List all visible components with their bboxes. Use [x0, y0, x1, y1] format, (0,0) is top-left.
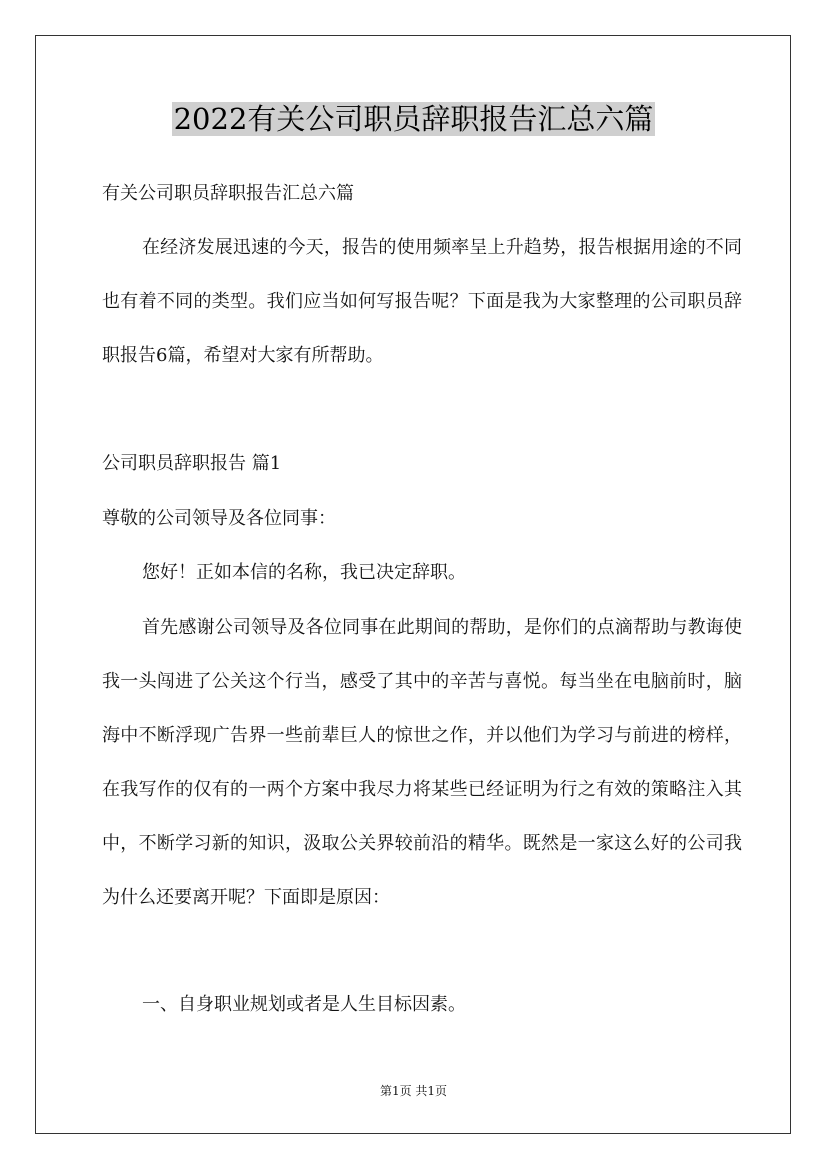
greeting-paragraph: 您好！正如本信的名称，我已决定辞职。 [142, 562, 466, 583]
body-paragraph: 首先感谢公司领导及各位同事在此期间的帮助，是你们的点滴帮助与教诲使我一头闯进了公关这个行当，感受了其中的辛苦与喜悦。每当坐在电脑前时，脑海中不断浮现广告界一些前辈巨人的惊世之作，并以他们为学习与前进的榜样，在我写作的仅有的一两个方案中我尽力将某些已经证明为行之有效的策略注入其中，不断学习新的知识，汲取公关界较前沿的精华。既然是一家这么好的公司我为什么还要离开呢？下面即是原因： [102, 617, 742, 908]
intro-paragraph: 在经济发展迅速的今天，报告的使用频率呈上升趋势，报告根据用途的不同也有着不同的类型。我们应当如何写报告呢？下面是我为大家整理的公司职员辞职报告6篇，希望对大家有所帮助。 [102, 237, 742, 366]
document-title-text: 2022有关公司职员辞职报告汇总六篇 [173, 102, 654, 136]
section-heading: 公司职员辞职报告 篇1 [102, 453, 282, 474]
document-subtitle: 有关公司职员辞职报告汇总六篇 [102, 183, 354, 204]
page-number: 第1页 共1页 [379, 1084, 448, 1098]
reason-item-1: 一、自身职业规划或者是人生目标因素。 [142, 994, 466, 1015]
document-title [0, 97, 827, 141]
salutation: 尊敬的公司领导及各位同事： [102, 508, 336, 529]
